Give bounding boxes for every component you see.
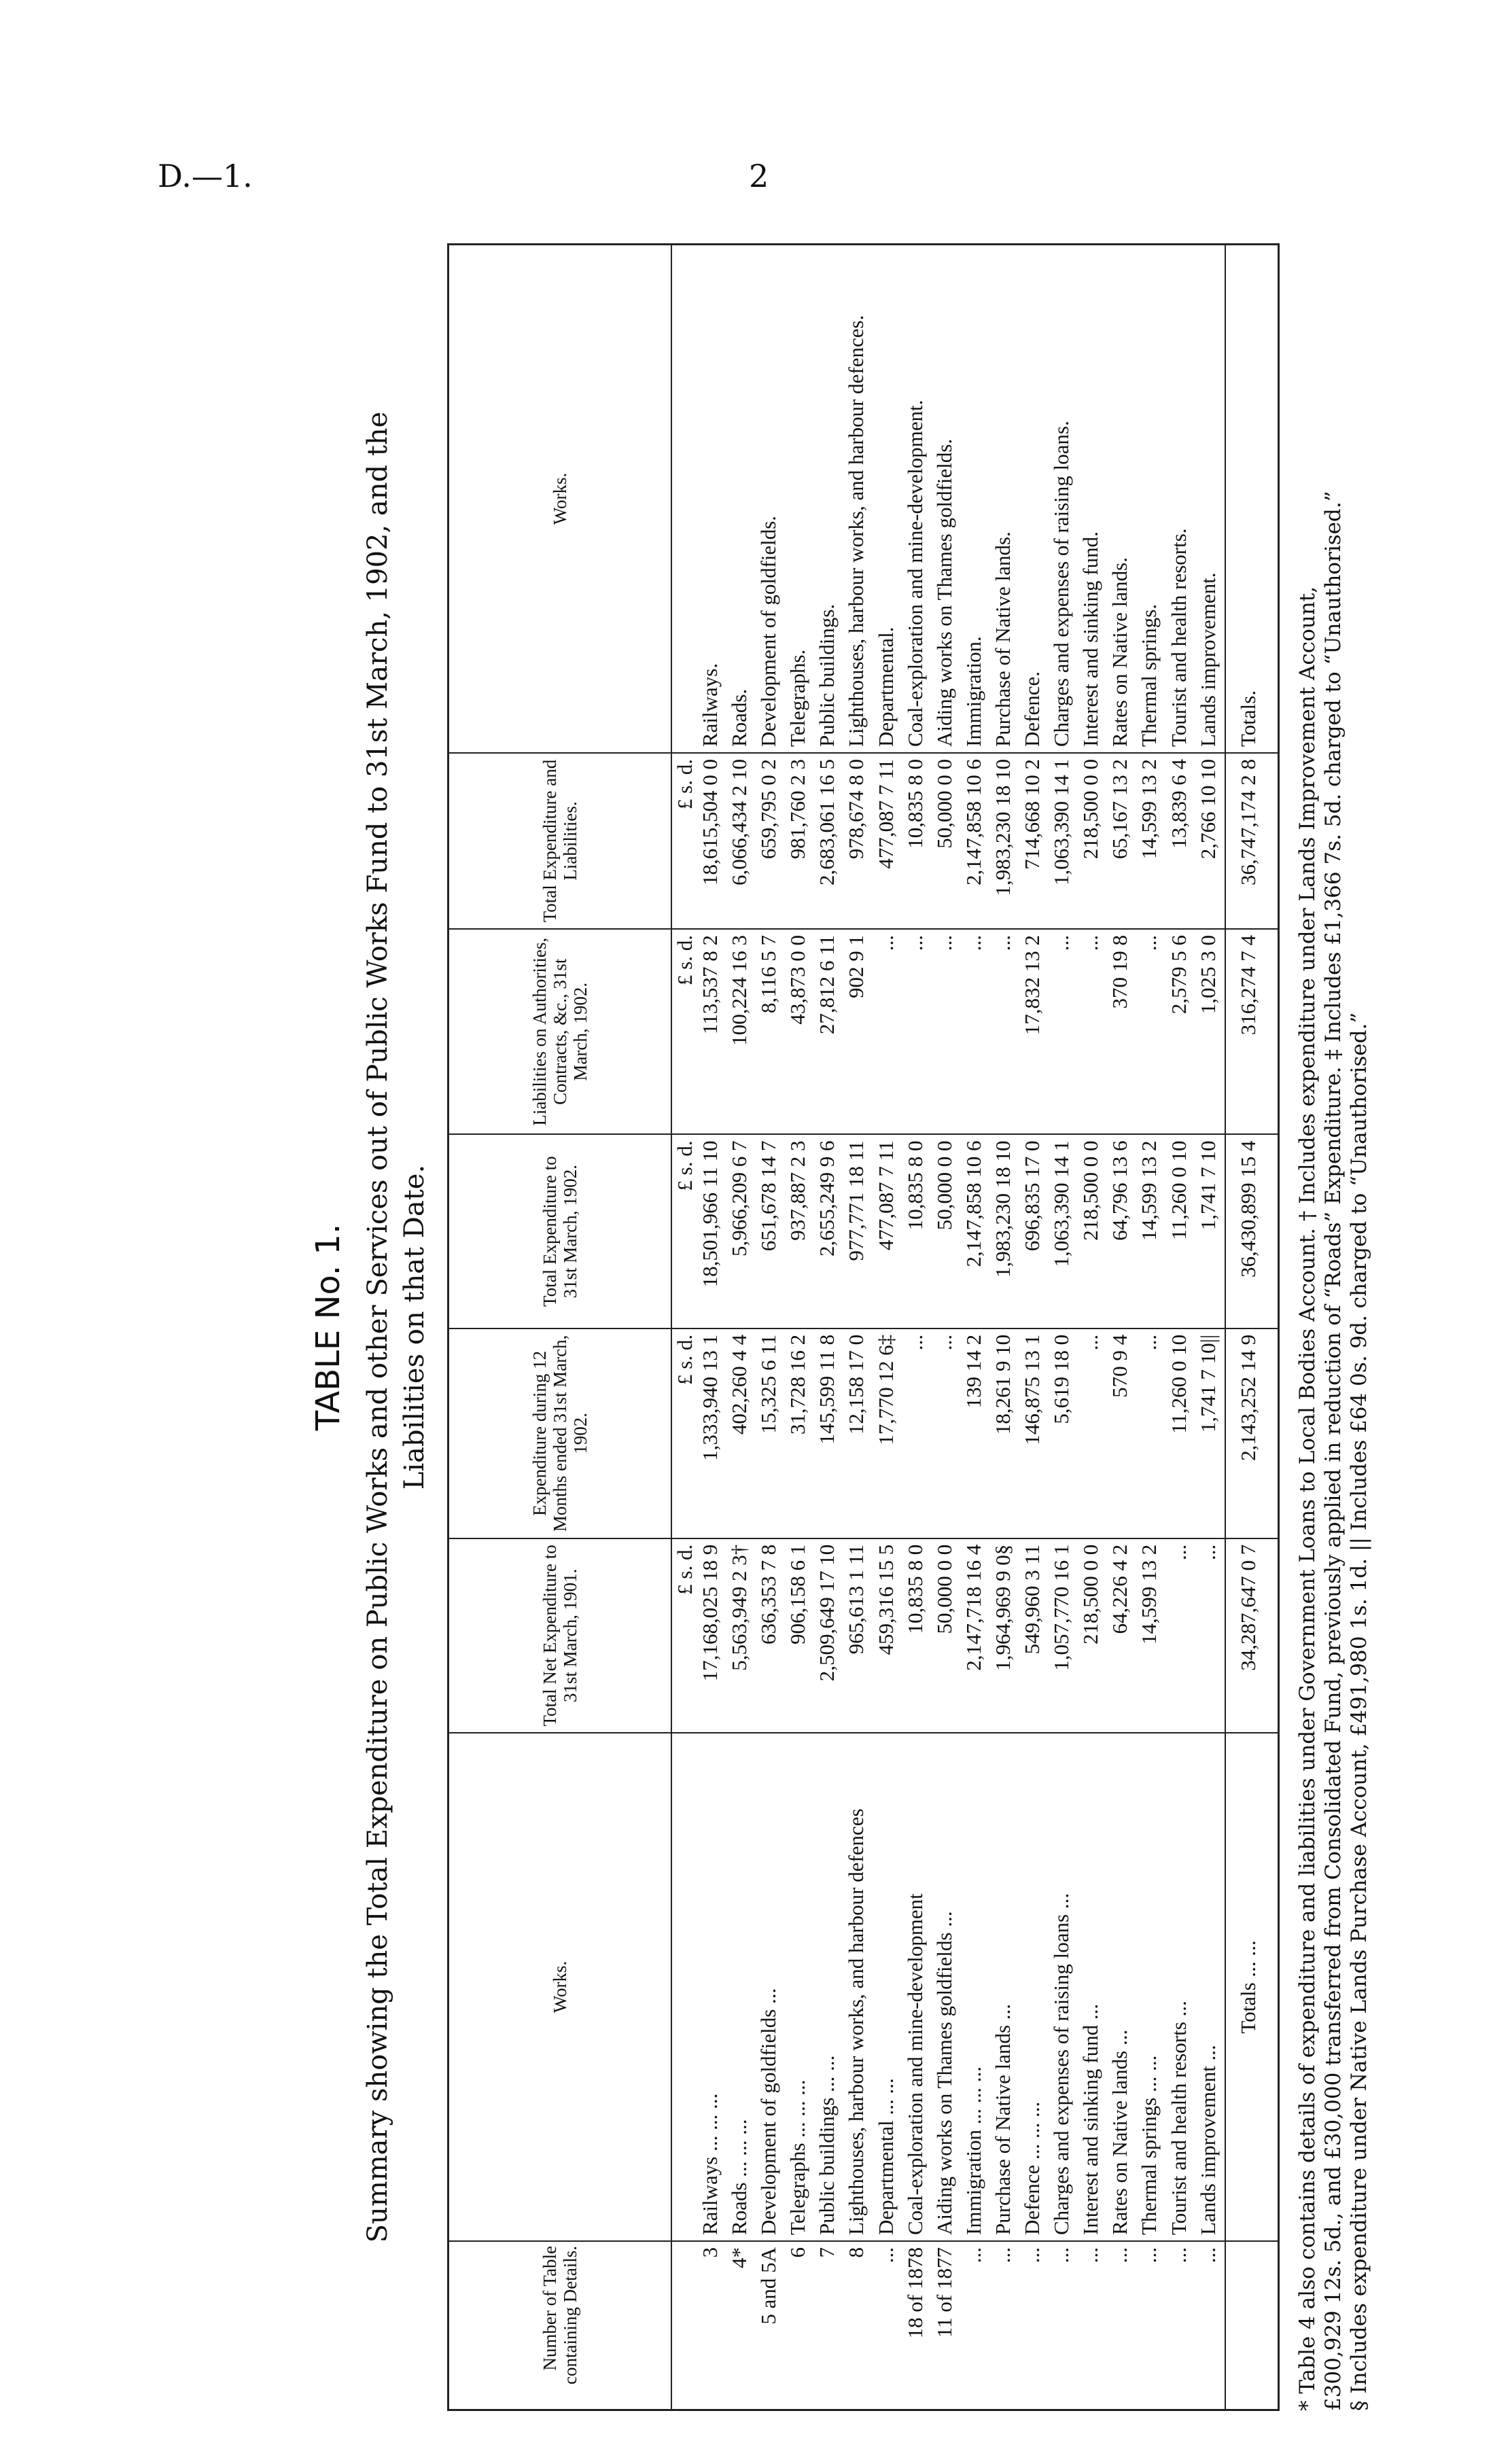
row-work2: Lighthouses, harbour works, and harbour defences.: [843, 245, 873, 754]
row-year: 146,875 13 1: [1019, 1328, 1049, 1538]
row-liab: ...: [1136, 929, 1165, 1134]
row-prev: 17,168,025 18 9: [697, 1538, 726, 1733]
row-work: Lands improvement ...: [1195, 1733, 1225, 2241]
row-grand: 10,835 8 0: [902, 753, 932, 929]
table-row: [726, 245, 756, 2410]
row-grand: 13,839 6 4: [1166, 753, 1195, 929]
row-work: Development of goldfields ...: [756, 1733, 785, 2241]
row-year: 11,260 0 10: [1166, 1328, 1195, 1538]
totals-total: 36,430,899 15 4: [1225, 1134, 1279, 1328]
row-total: 937,887 2 3: [785, 1134, 814, 1328]
table-row: [814, 245, 843, 2410]
unit-label: £ s. d.: [671, 753, 697, 929]
row-year: 145,599 11 8: [814, 1328, 843, 1538]
row-liab: ...: [990, 929, 1019, 1134]
row-prev: ...: [1195, 1538, 1225, 1733]
row-liab: 902 9 1: [843, 929, 873, 1134]
row-year: 570 9 4: [1107, 1328, 1136, 1538]
table-row: [1166, 245, 1195, 2410]
row-grand: 1,983,230 18 10: [990, 753, 1019, 929]
footnote-line: £300,929 12s. 5d., and £30,000 transferred from Consolidated Fund, previously applied in reduction of “Roads” Expenditure. ‡ Includes £1,366 7s. 5d. charged to “Unauthorised.”: [1321, 491, 1346, 2411]
row-work2: Development of goldfields.: [756, 245, 785, 754]
row-total: 651,678 14 7: [756, 1134, 785, 1328]
row-ref: ...: [873, 2241, 902, 2410]
row-liab: ...: [961, 929, 990, 1134]
row-ref: ...: [990, 2241, 1019, 2410]
row-ref: ...: [1166, 2241, 1195, 2410]
row-work2: Immigration.: [961, 245, 990, 754]
row-prev: 64,226 4 2: [1107, 1538, 1136, 1733]
header-year: Expenditure during 12 Months ended 31st March, 1902.: [449, 1328, 672, 1538]
row-ref: 8: [843, 2241, 873, 2410]
page-number: 2: [749, 158, 769, 194]
row-year: 1,741 7 10||: [1195, 1328, 1225, 1538]
row-ref: ...: [1107, 2241, 1136, 2410]
row-liab: 17,832 13 2: [1019, 929, 1049, 1134]
row-work2: Aiding works on Thames goldfields.: [932, 245, 961, 754]
document-code: D.—1.: [158, 158, 253, 194]
header-works: Works.: [449, 1733, 672, 2241]
row-prev: ...: [1166, 1538, 1195, 1733]
row-ref: ...: [1019, 2241, 1049, 2410]
table-row: [1195, 245, 1225, 2410]
row-ref: 11 of 1877: [932, 2241, 961, 2410]
footnotes: [1295, 243, 1372, 2411]
row-work2: Interest and sinking fund.: [1078, 245, 1107, 754]
row-total: 5,966,209 6 7: [726, 1134, 756, 1328]
row-total: 14,599 13 2: [1136, 1134, 1165, 1328]
totals-grand: 36,747,174 2 8: [1225, 753, 1279, 929]
row-work2: Railways.: [697, 245, 726, 754]
row-grand: 714,668 10 2: [1019, 753, 1049, 929]
row-work: Railways ... ... ...: [697, 1733, 726, 2241]
row-work2: Public buildings.: [814, 245, 843, 754]
row-year: 402,260 4 4: [726, 1328, 756, 1538]
row-ref: 7: [814, 2241, 843, 2410]
totals-label2: Totals.: [1225, 245, 1279, 754]
row-prev: 1,057,770 16 1: [1049, 1538, 1078, 1733]
row-liab: 8,116 5 7: [756, 929, 785, 1134]
row-liab: 370 19 8: [1107, 929, 1136, 1134]
row-total: 218,500 0 0: [1078, 1134, 1107, 1328]
row-work: Tourist and health resorts ...: [1166, 1733, 1195, 2241]
unit-label: £ s. d.: [671, 1328, 697, 1538]
table-row: [1019, 245, 1049, 2410]
row-work: Defence ... ... ...: [1019, 1733, 1049, 2241]
header-grand: Total Expenditure and Liabilities.: [449, 753, 672, 929]
row-work2: Roads.: [726, 245, 756, 754]
expenditure-table: [447, 243, 1280, 2411]
row-work: Public buildings ... ...: [814, 1733, 843, 2241]
row-work: Lighthouses, harbour works, and harbour defences: [843, 1733, 873, 2241]
row-total: 477,087 7 11: [873, 1134, 902, 1328]
row-year: ...: [932, 1328, 961, 1538]
row-liab: ...: [873, 929, 902, 1134]
row-total: 1,741 7 10: [1195, 1134, 1225, 1328]
table-title-line2: Liabilities on that Date.: [399, 1164, 430, 1490]
row-liab: ...: [1049, 929, 1078, 1134]
row-ref: ...: [1078, 2241, 1107, 2410]
footnote-line: § Includes expenditure under Native Lands Purchase Account, £491,980 1s. 1d. || Includes £64 0s. 9d. charged to “Unauthorised.”: [1347, 1012, 1371, 2411]
row-year: 15,325 6 11: [756, 1328, 785, 1538]
table-row: [990, 245, 1019, 2410]
row-total: 50,000 0 0: [932, 1134, 961, 1328]
row-prev: 50,000 0 0: [932, 1538, 961, 1733]
row-total: 977,771 18 11: [843, 1134, 873, 1328]
row-total: 1,983,230 18 10: [990, 1134, 1019, 1328]
row-liab: 2,579 5 6: [1166, 929, 1195, 1134]
row-grand: 50,000 0 0: [932, 753, 961, 929]
totals-label: Totals ... ...: [1225, 1733, 1279, 2241]
totals-liab: 316,274 7 4: [1225, 929, 1279, 1134]
table-row: [902, 245, 932, 2410]
row-ref: ...: [1049, 2241, 1078, 2410]
row-grand: 6,066,434 2 10: [726, 753, 756, 929]
row-prev: 459,316 15 5: [873, 1538, 902, 1733]
row-liab: 1,025 3 0: [1195, 929, 1225, 1134]
row-total: 2,655,249 9 6: [814, 1134, 843, 1328]
row-year: ...: [1136, 1328, 1165, 1538]
table-title-line1: Summary showing the Total Expenditure on Public Works and other Services out of Public Works Fund to 31st March, 1902, and the: [362, 411, 393, 2243]
row-year: 18,261 9 10: [990, 1328, 1019, 1538]
table-row: [1107, 245, 1136, 2410]
row-grand: 981,760 2 3: [785, 753, 814, 929]
row-total: 18,501,966 11 10: [697, 1134, 726, 1328]
row-work2: Tourist and health resorts.: [1166, 245, 1195, 754]
row-prev: 636,353 7 8: [756, 1538, 785, 1733]
row-work: Aiding works on Thames goldfields ...: [932, 1733, 961, 2241]
header-row: [449, 245, 672, 2410]
row-prev: 549,960 3 11: [1019, 1538, 1049, 1733]
row-grand: 477,087 7 11: [873, 753, 902, 929]
totals-row: [1225, 245, 1279, 2410]
row-work: Purchase of Native lands ...: [990, 1733, 1019, 2241]
row-ref: ...: [1195, 2241, 1225, 2410]
row-prev: 1,964,969 9 0§: [990, 1538, 1019, 1733]
row-prev: 906,158 6 1: [785, 1538, 814, 1733]
row-work: Rates on Native lands ...: [1107, 1733, 1136, 2241]
row-work: Coal-exploration and mine-development: [902, 1733, 932, 2241]
table-row: [785, 245, 814, 2410]
row-work2: Telegraphs.: [785, 245, 814, 754]
table-row: [1078, 245, 1107, 2410]
row-work2: Coal-exploration and mine-development.: [902, 245, 932, 754]
table-row: [961, 245, 990, 2410]
row-grand: 18,615,504 0 0: [697, 753, 726, 929]
row-work: Charges and expenses of raising loans ...: [1049, 1733, 1078, 2241]
row-ref: 5 and 5A: [756, 2241, 785, 2410]
row-work: Interest and sinking fund ...: [1078, 1733, 1107, 2241]
row-liab: ...: [1078, 929, 1107, 1134]
row-work2: Defence.: [1019, 245, 1049, 754]
row-ref: ...: [961, 2241, 990, 2410]
row-liab: 27,812 6 11: [814, 929, 843, 1134]
row-work2: Thermal springs.: [1136, 245, 1165, 754]
row-prev: 14,599 13 2: [1136, 1538, 1165, 1733]
row-work: Thermal springs ... ...: [1136, 1733, 1165, 2241]
header-liab: Liabilities on Authorities, Contracts, &c., 31st March, 1902.: [449, 929, 672, 1134]
row-work2: Purchase of Native lands.: [990, 245, 1019, 754]
row-prev: 218,500 0 0: [1078, 1538, 1107, 1733]
row-work2: Rates on Native lands.: [1107, 245, 1136, 754]
row-liab: ...: [932, 929, 961, 1134]
row-prev: 2,509,649 17 10: [814, 1538, 843, 1733]
row-total: 696,835 17 0: [1019, 1134, 1049, 1328]
row-work: Immigration ... ... ...: [961, 1733, 990, 2241]
table-row: [932, 245, 961, 2410]
row-grand: 2,766 10 10: [1195, 753, 1225, 929]
row-ref: 3: [697, 2241, 726, 2410]
row-year: ...: [1078, 1328, 1107, 1538]
row-work: Roads ... ... ...: [726, 1733, 756, 2241]
row-prev: 2,147,718 16 4: [961, 1538, 990, 1733]
row-work2: Charges and expenses of raising loans.: [1049, 245, 1078, 754]
table-row: [1049, 245, 1078, 2410]
row-grand: 65,167 13 2: [1107, 753, 1136, 929]
row-grand: 218,500 0 0: [1078, 753, 1107, 929]
row-year: ...: [902, 1328, 932, 1538]
row-grand: 14,599 13 2: [1136, 753, 1165, 929]
row-total: 10,835 8 0: [902, 1134, 932, 1328]
table-row: [1136, 245, 1165, 2410]
row-year: 5,619 18 0: [1049, 1328, 1078, 1538]
row-grand: 659,795 0 2: [756, 753, 785, 929]
row-liab: 43,873 0 0: [785, 929, 814, 1134]
table-row: [697, 245, 726, 2410]
row-prev: 965,613 1 11: [843, 1538, 873, 1733]
totals-ref: [1225, 2241, 1279, 2410]
row-total: 11,260 0 10: [1166, 1134, 1195, 1328]
header-ref: Number of Table containing Details.: [449, 2241, 672, 2410]
row-grand: 1,063,390 14 1: [1049, 753, 1078, 929]
row-year: 17,770 12 6‡: [873, 1328, 902, 1538]
row-prev: 5,563,949 2 3†: [726, 1538, 756, 1733]
row-ref: 4*: [726, 2241, 756, 2410]
row-liab: 113,537 8 2: [697, 929, 726, 1134]
unit-label: £ s. d.: [671, 1538, 697, 1733]
row-work2: Lands improvement.: [1195, 245, 1225, 754]
unit-label: £ s. d.: [671, 929, 697, 1134]
row-ref: 6: [785, 2241, 814, 2410]
row-total: 1,063,390 14 1: [1049, 1134, 1078, 1328]
row-ref: ...: [1136, 2241, 1165, 2410]
row-liab: 100,224 16 3: [726, 929, 756, 1134]
totals-prev: 34,287,647 0 7: [1225, 1538, 1279, 1733]
row-total: 64,796 13 6: [1107, 1134, 1136, 1328]
table-number: TABLE No. 1.: [309, 1223, 347, 1431]
row-total: 2,147,858 10 6: [961, 1134, 990, 1328]
totals-year: 2,143,252 14 9: [1225, 1328, 1279, 1538]
row-ref: 18 of 1878: [902, 2241, 932, 2410]
row-work: Departmental ... ...: [873, 1733, 902, 2241]
table-row: [756, 245, 785, 2410]
rotated-table-page: [309, 243, 1493, 2411]
footnote-line: * Table 4 also contains details of expenditure and liabilities under Government Loans to Local Bodies Account. † Includes expenditure under Lands Improvement Account,: [1295, 586, 1320, 2411]
row-liab: ...: [902, 929, 932, 1134]
row-grand: 2,147,858 10 6: [961, 753, 990, 929]
row-year: 139 14 2: [961, 1328, 990, 1538]
header-total: Total Expenditure to 31st March, 1902.: [449, 1134, 672, 1328]
header-prev: Total Net Expenditure to 31st March, 1901.: [449, 1538, 672, 1733]
header-works2: Works.: [449, 245, 672, 754]
unit-label: £ s. d.: [671, 1134, 697, 1328]
row-grand: 2,683,061 16 5: [814, 753, 843, 929]
row-year: 12,158 17 0: [843, 1328, 873, 1538]
row-grand: 978,674 8 0: [843, 753, 873, 929]
row-work: Telegraphs ... ... ...: [785, 1733, 814, 2241]
row-year: 1,333,940 13 1: [697, 1328, 726, 1538]
row-year: 31,728 16 2: [785, 1328, 814, 1538]
units-row: [671, 245, 697, 2410]
row-prev: 10,835 8 0: [902, 1538, 932, 1733]
row-work2: Departmental.: [873, 245, 902, 754]
table-row: [873, 245, 902, 2410]
table-row: [843, 245, 873, 2410]
